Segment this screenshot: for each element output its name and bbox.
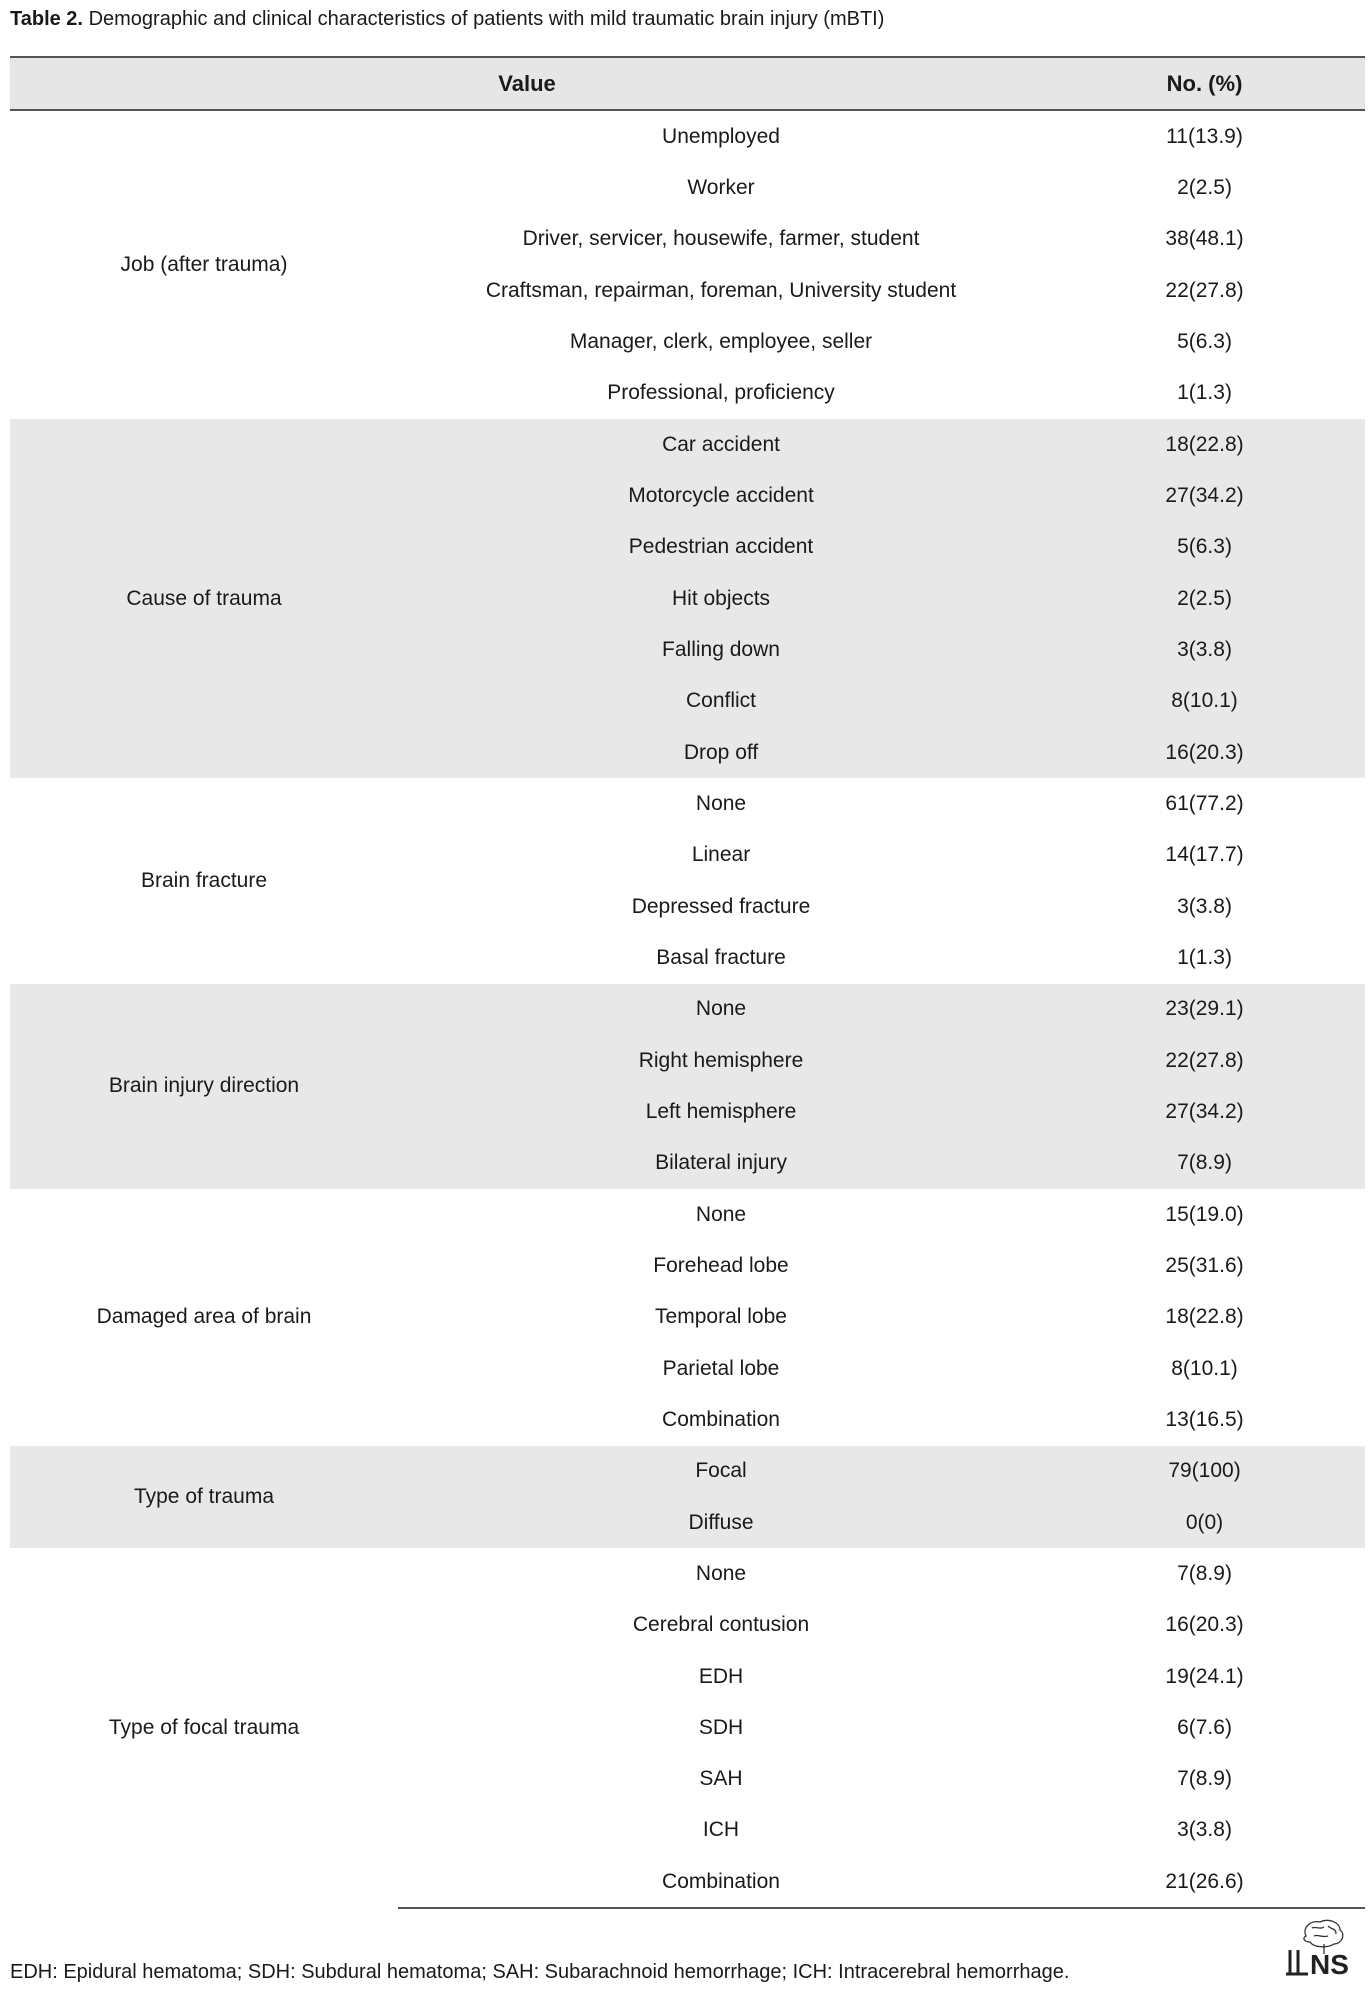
row-item: Linear xyxy=(691,843,751,867)
row-count: 21(26.6) xyxy=(1044,1856,1365,1908)
row-item: Temporal lobe xyxy=(655,1305,787,1329)
row-count: 22(27.8) xyxy=(1165,278,1244,302)
group-label: Cause of trauma xyxy=(10,419,398,778)
row-item: Right hemisphere xyxy=(398,1035,1044,1086)
row-item: Motorcycle accident xyxy=(398,470,1044,521)
row-count: 1(1.3) xyxy=(1177,381,1232,405)
row-count: 27(34.2) xyxy=(1044,1086,1365,1137)
row-item: Falling down xyxy=(398,624,1044,675)
row-count: 22(27.8) xyxy=(1044,1035,1365,1086)
row-item: SDH xyxy=(698,1715,744,1739)
row-count: 8(10.1) xyxy=(1171,1356,1238,1380)
row-count: 5(6.3) xyxy=(1177,329,1232,353)
row-item: Craftsman, repairman, foreman, University student xyxy=(485,278,957,302)
table-group xyxy=(10,110,1365,419)
table-row xyxy=(10,1548,1365,1599)
row-count: 18(22.8) xyxy=(1165,1305,1244,1329)
row-count: 16(20.3) xyxy=(1044,727,1365,778)
row-count: 3(3.8) xyxy=(1044,624,1365,675)
row-count: 38(48.1) xyxy=(1165,227,1244,251)
row-item: None xyxy=(695,1202,747,1226)
header-count: No. (%) xyxy=(1044,57,1365,110)
table-group xyxy=(10,1446,1365,1549)
group-label: Brain fracture xyxy=(140,868,268,892)
row-item: EDH xyxy=(698,1664,744,1688)
row-count: 2(2.5) xyxy=(1177,175,1232,199)
row-count: 7(8.9) xyxy=(1177,1767,1232,1791)
group-label: Brain injury direction xyxy=(10,984,398,1189)
row-count: 13(16.5) xyxy=(1165,1407,1244,1431)
row-count: 1(1.3) xyxy=(1177,945,1232,969)
row-item: Combination xyxy=(662,1407,780,1431)
row-count: 27(34.2) xyxy=(1044,470,1365,521)
row-count: 3(3.8) xyxy=(1177,894,1232,918)
row-item: SAH xyxy=(699,1767,743,1791)
row-count: 19(24.1) xyxy=(1165,1664,1244,1688)
group-label: Type of focal trauma xyxy=(108,1716,300,1740)
row-item: Worker xyxy=(687,175,755,199)
row-item: Depressed fracture xyxy=(631,894,811,918)
table-row xyxy=(10,419,1365,470)
row-item: Cerebral contusion xyxy=(632,1613,810,1637)
row-item: Conflict xyxy=(398,676,1044,727)
row-item: Bilateral injury xyxy=(398,1138,1044,1189)
row-count: 2(2.5) xyxy=(1044,573,1365,624)
row-count: 61(77.2) xyxy=(1165,791,1244,815)
row-item: ICH xyxy=(702,1818,740,1842)
row-count: 23(29.1) xyxy=(1044,984,1365,1035)
row-count: 18(22.8) xyxy=(1044,419,1365,470)
row-item: None xyxy=(695,1561,747,1585)
row-item: Forehead lobe xyxy=(653,1253,789,1277)
row-item: Drop off xyxy=(398,727,1044,778)
table-group xyxy=(10,778,1365,983)
row-item: Hit objects xyxy=(398,573,1044,624)
row-item: Basal fracture xyxy=(656,945,786,969)
table-header-row xyxy=(10,57,1365,110)
table-row xyxy=(10,778,1365,829)
table-group xyxy=(10,419,1365,778)
row-count: 14(17.7) xyxy=(1165,843,1244,867)
table-row xyxy=(10,1189,1365,1240)
table-row xyxy=(10,110,1365,162)
header-value: Value xyxy=(10,57,1044,110)
row-count: 5(6.3) xyxy=(1044,522,1365,573)
row-count: 3(3.8) xyxy=(1177,1818,1232,1842)
row-count: 7(8.9) xyxy=(1177,1561,1232,1585)
table-caption-label: Table 2. xyxy=(10,8,83,30)
row-item: Parietal lobe xyxy=(662,1356,780,1380)
row-item: Driver, servicer, housewife, farmer, student xyxy=(522,227,920,251)
row-item: Diffuse xyxy=(398,1497,1044,1548)
row-count: 25(31.6) xyxy=(1165,1253,1244,1277)
table-row xyxy=(10,984,1365,1035)
table-caption xyxy=(10,4,884,34)
table-group xyxy=(10,984,1365,1189)
row-count: 8(10.1) xyxy=(1044,676,1365,727)
row-count: 7(8.9) xyxy=(1044,1138,1365,1189)
table-group xyxy=(10,1548,1365,1908)
row-item: Focal xyxy=(398,1446,1044,1497)
group-label: Damaged area of brain xyxy=(96,1305,312,1329)
row-item: Combination xyxy=(398,1856,1044,1908)
row-count: 79(100) xyxy=(1044,1446,1365,1497)
logo-text: NS xyxy=(1310,1949,1349,1980)
table-caption-text: Demographic and clinical characteristics of patients with mild traumatic brain injury (mBTI) xyxy=(88,8,885,30)
row-item: Car accident xyxy=(398,419,1044,470)
table-group xyxy=(10,1189,1365,1446)
characteristics-table xyxy=(10,56,1365,1909)
brain-logo-icon xyxy=(1284,1914,1360,1980)
row-item: None xyxy=(398,984,1044,1035)
row-item: Pedestrian accident xyxy=(398,522,1044,573)
row-item: Manager, clerk, employee, seller xyxy=(569,329,873,353)
row-item: Unemployed xyxy=(662,124,780,148)
row-count: 16(20.3) xyxy=(1165,1613,1244,1637)
row-count: 0(0) xyxy=(1044,1497,1365,1548)
group-label: Type of trauma xyxy=(10,1446,398,1549)
row-count: 11(13.9) xyxy=(1166,124,1243,148)
row-item: Left hemisphere xyxy=(398,1086,1044,1137)
table-row xyxy=(10,1446,1365,1497)
row-item: Professional, proficiency xyxy=(607,381,835,405)
table-footnote: EDH: Epidural hematoma; SDH: Subdural hematoma; SAH: Subarachnoid hemorrhage; ICH: Intracerebral hemorrhage. xyxy=(10,1961,1070,1983)
row-item: None xyxy=(695,791,747,815)
row-count: 6(7.6) xyxy=(1177,1715,1232,1739)
group-label: Job (after trauma) xyxy=(120,252,288,276)
row-count: 15(19.0) xyxy=(1165,1202,1244,1226)
